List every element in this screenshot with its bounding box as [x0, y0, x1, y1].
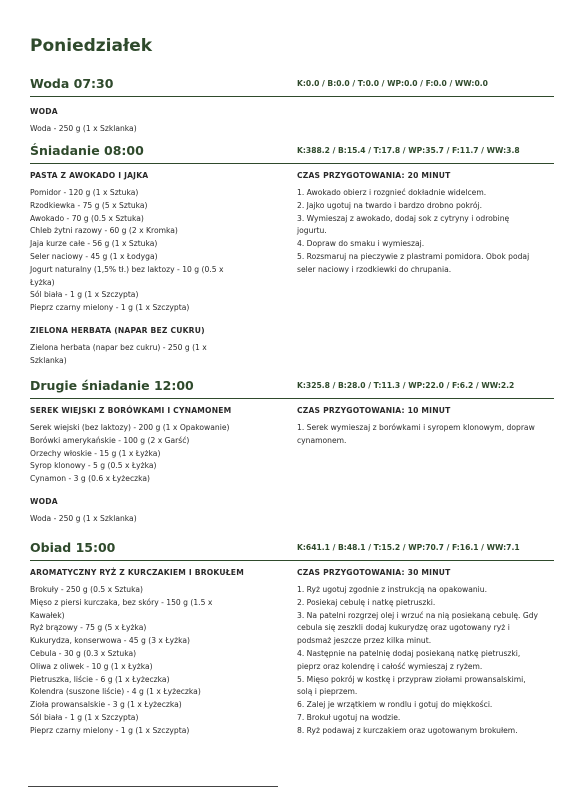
- meal-section-obiad: [30, 540, 554, 735]
- ingredient-line: Jaja kurze całe - 56 g (1 x Sztuka): [30, 239, 158, 249]
- ingredient-line: Kukurydza, konserwowa - 45 g (3 x Łyżka): [30, 636, 190, 646]
- footer-divider: [28, 786, 278, 787]
- meal-macros: K:0.0 / B:0.0 / T:0.0 / WP:0.0 / F:0.0 / WW:0.0: [297, 79, 488, 88]
- step-line: cebula się zeszkli dodaj kukurydzę oraz ugotowany ryż i: [297, 623, 510, 633]
- ingredient-line: Orzechy włoskie - 15 g (1 x Łyżka): [30, 448, 161, 458]
- ingredient-line: Woda - 250 g (1 x Szklanka): [30, 513, 137, 523]
- step-line: 1. Awokado obierz i rozgnieć dokładnie widelcem.: [297, 188, 487, 197]
- ingredient-line: Pieprz czarny mielony - 1 g (1 x Szczypta): [30, 725, 190, 735]
- ingredient-line: Woda - 250 g (1 x Szklanka): [30, 124, 137, 133]
- prep-time-title: CZAS PRZYGOTOWANIA: 30 MINUT: [297, 568, 451, 577]
- step-line: 6. Zalej je wrzątkiem w rondlu i gotuj do miękkości.: [297, 700, 493, 710]
- step-line: 3. Na patelni rozgrzej olej i wrzuć na nią posiekaną cebulę. Gdy: [297, 610, 539, 620]
- prep-time-title: CZAS PRZYGOTOWANIA: 20 MINUT: [297, 171, 451, 180]
- ingredient-line: Ryż brązowy - 75 g (5 x Łyżka): [30, 623, 147, 633]
- meal-name: Woda 07:30: [30, 76, 114, 91]
- ingredient-line: Brokuły - 250 g (0.5 x Sztuka): [30, 585, 143, 594]
- page-title: Poniedziałek: [30, 36, 153, 56]
- meal-header: [30, 76, 554, 97]
- ingredient-line: Oliwa z oliwek - 10 g (1 x Łyżka): [30, 661, 153, 671]
- ingredient-line: Kolendra (suszone liście) - 4 g (1 x Łyżeczka): [30, 687, 201, 697]
- ingredient-line: Cebula - 30 g (0.3 x Sztuka): [30, 648, 137, 658]
- ingredient-line: Chleb żytni razowy - 60 g (2 x Kromka): [30, 226, 178, 236]
- ingredient-line: Borówki amerykańskie - 100 g (2 x Garść): [30, 435, 190, 445]
- ingredient-line: Zielona herbata (napar bez cukru) - 250 g (1 x: [30, 342, 207, 352]
- ingredient-line: Jogurt naturalny (1,5% tł.) bez laktozy - 10 g (0.5 x: [30, 264, 224, 274]
- step-line: podsmaż jeszcze przez kilka minut.: [297, 636, 432, 646]
- meal-macros: K:641.1 / B:48.1 / T:15.2 / WP:70.7 / F:16.1 / WW:7.1: [297, 543, 520, 552]
- meal-name: Śniadanie 08:00: [30, 143, 144, 158]
- step-line: 4. Następnie na patelnię dodaj posiekaną natkę pietruszki,: [297, 648, 521, 658]
- ingredient-line: Mięso z piersi kurczaka, bez skóry - 150 g (1.5 x: [30, 597, 213, 607]
- ingredient-line: Pietruszka, liście - 6 g (1 x Łyżeczka): [30, 674, 170, 684]
- ingredient-line: Sól biała - 1 g (1 x Szczypta): [30, 290, 139, 300]
- meal-section-sniadanie: [30, 143, 554, 365]
- step-line: jogurtu.: [297, 226, 327, 236]
- meal-name: Drugie śniadanie 12:00: [30, 378, 194, 393]
- dish-title: ZIELONA HERBATA (NAPAR BEZ CUKRU): [30, 325, 205, 335]
- ingredient-line: Syrop klonowy - 5 g (0.5 x Łyżka): [30, 461, 157, 471]
- ingredient-line: Awokado - 70 g (0.5 x Sztuka): [30, 213, 144, 223]
- dish-title: WODA: [30, 496, 58, 506]
- meal-header: [30, 378, 554, 399]
- dish-title: AROMATYCZNY RYŻ Z KURCZAKIEM I BROKUŁEM: [30, 568, 244, 577]
- meal-section-woda: [30, 76, 554, 133]
- step-line: pieprz oraz kolendrę i całość wymieszaj z ryżem.: [297, 661, 483, 671]
- ingredient-line: Łyżka): [30, 277, 55, 287]
- step-line: 1. Ryż ugotuj zgodnie z instrukcją na opakowaniu.: [297, 585, 488, 594]
- meal-macros: K:325.8 / B:28.0 / T:11.3 / WP:22.0 / F:6.2 / WW:2.2: [297, 381, 515, 390]
- dish-title: PASTA Z AWOKADO I JAJKA: [30, 171, 149, 180]
- meal-header: [30, 143, 554, 164]
- ingredient-line: Serek wiejski (bez laktozy) - 200 g (1 x Opakowanie): [30, 423, 230, 432]
- dish-title: SEREK WIEJSKI Z BORÓWKAMI I CYNAMONEM: [30, 406, 232, 415]
- step-line: 5. Rozsmaruj na pieczywie z plastrami pomidora. Obok podaj: [297, 251, 530, 261]
- ingredient-line: Pomidor - 120 g (1 x Sztuka): [30, 188, 139, 197]
- step-line: 2. Posiekaj cebulę i natkę pietruszki.: [297, 597, 436, 607]
- step-line: 2. Jajko ugotuj na twardo i bardzo drobno pokrój.: [297, 200, 482, 210]
- step-line: solą i pieprzem.: [297, 687, 358, 697]
- ingredient-line: Cynamon - 3 g (0.6 x Łyżeczka): [30, 474, 150, 484]
- step-line: 7. Brokuł ugotuj na wodzie.: [297, 712, 401, 722]
- meal-section-drugie-sniadanie: [30, 378, 554, 523]
- ingredient-line: Zioła prowansalskie - 3 g (1 x Łyżeczka): [30, 700, 182, 710]
- meal-macros: K:388.2 / B:15.4 / T:17.8 / WP:35.7 / F:11.7 / WW:3.8: [297, 146, 520, 155]
- step-line: cynamonem.: [297, 435, 347, 445]
- step-line: 3. Wymieszaj z awokado, dodaj sok z cytryny i odrobinę: [297, 213, 510, 223]
- meal-name: Obiad 15:00: [30, 540, 116, 555]
- ingredient-line: Pieprz czarny mielony - 1 g (1 x Szczypta): [30, 303, 190, 313]
- ingredient-line: Rzodkiewka - 75 g (5 x Sztuka): [30, 200, 148, 210]
- ingredient-line: Kawałek): [30, 610, 65, 620]
- ingredient-line: Sól biała - 1 g (1 x Szczypta): [30, 712, 139, 722]
- step-line: seler naciowy i rzodkiewki do chrupania.: [297, 264, 452, 274]
- ingredient-line: Szklanka): [30, 355, 67, 365]
- step-line: 8. Ryż podawaj z kurczakiem oraz ugotowanym brokułem.: [297, 725, 518, 735]
- step-line: 1. Serek wymieszaj z borówkami i syropem klonowym, dopraw: [297, 423, 535, 432]
- prep-time-title: CZAS PRZYGOTOWANIA: 10 MINUT: [297, 406, 451, 415]
- meal-header: [30, 540, 554, 561]
- dish-title: WODA: [30, 107, 58, 116]
- ingredient-line: Seler naciowy - 45 g (1 x Łodyga): [30, 251, 158, 261]
- step-line: 4. Dopraw do smaku i wymieszaj.: [297, 239, 425, 249]
- step-line: 5. Mięso pokrój w kostkę i przypraw ziołami prowansalskimi,: [297, 674, 526, 684]
